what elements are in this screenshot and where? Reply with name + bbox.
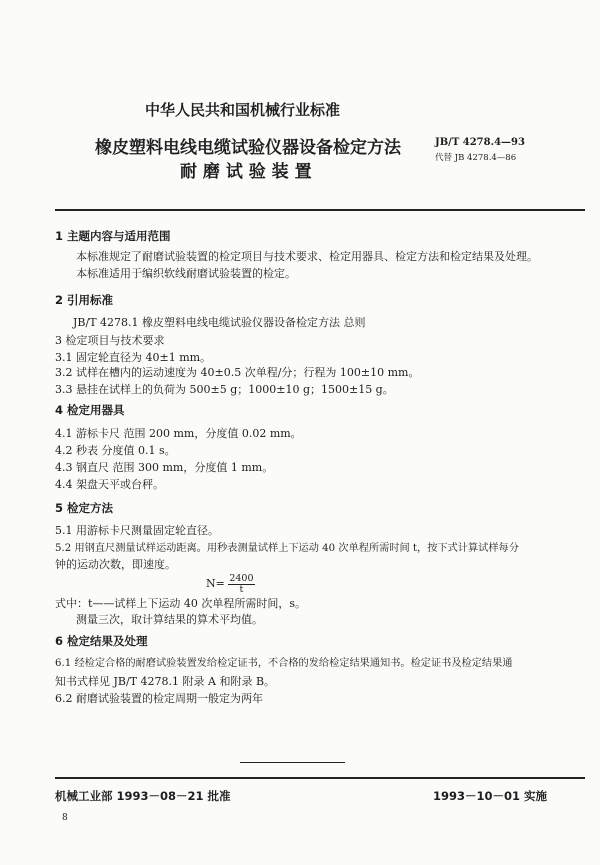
list-item: 4.1 游标卡尺 范围 200 mm，分度值 0.02 mm。 <box>55 427 302 440</box>
paragraph: 本标准规定了耐磨试验装置的检定项目与技术要求、检定用器具、检定方法和检定结果及处理。 <box>76 250 538 263</box>
document-subtitle: 耐 磨 试 验 装 置 <box>180 162 312 182</box>
footer-rule <box>55 777 585 779</box>
list-item-continued: 知书式样见 JB/T 4278.1 附录 A 和附录 B。 <box>55 675 276 688</box>
paragraph: 本标准适用于编织软线耐磨试验装置的检定。 <box>76 267 296 280</box>
reference-item: JB/T 4278.1 橡皮塑料电线电缆试验仪器设备检定方法 总则 <box>73 316 366 329</box>
list-item: 4.2 秒表 分度值 0.1 s。 <box>55 444 176 457</box>
section-2-heading: 2 引用标准 <box>55 293 114 307</box>
section-6-heading: 6 检定结果及处理 <box>55 634 148 648</box>
list-item: 4.3 钢直尺 范围 300 mm，分度值 1 mm。 <box>55 461 274 474</box>
list-item: 5.2 用钢直尺测量试样运动距离。用秒表测量试样上下运动 40 次单程所需时间 t，按下式计算试样每分 <box>55 543 519 554</box>
list-item: 3.3 悬挂在试样上的负荷为 500±5 g；1000±10 g；1500±15 g。 <box>55 383 394 396</box>
replaces-code: 代替 JB 4278.4—86 <box>435 153 517 163</box>
section-1-heading: 1 主题内容与适用范围 <box>55 229 171 243</box>
approval-date: 机械工业部 1993－08－21 批准 <box>55 789 231 803</box>
list-item: 6.2 耐磨试验装置的检定周期一般定为两年 <box>55 692 263 705</box>
section-4-heading: 4 检定用器具 <box>55 403 125 417</box>
section-3-heading: 3 检定项目与技术要求 <box>55 334 165 347</box>
list-item: 3.1 固定轮直径为 40±1 mm。 <box>55 351 212 364</box>
list-item-continued: 钟的运动次数，即速度。 <box>55 558 176 571</box>
formula-denominator: t <box>239 583 244 595</box>
list-item: 6.1 经检定合格的耐磨试验装置发给检定证书，不合格的发给检定结果通知书。检定证书及检定结果通 <box>55 658 513 669</box>
standard-code: JB/T 4278.4—93 <box>435 137 525 148</box>
end-mark-rule <box>240 762 345 763</box>
formula-lhs: N= <box>206 577 225 590</box>
formula-numerator: 2400 <box>229 572 254 584</box>
org-standard-heading: 中华人民共和国机械行业标准 <box>145 101 341 119</box>
list-item: 4.4 架盘天平或台秤。 <box>55 478 164 491</box>
paragraph: 测量三次，取计算结果的算术平均值。 <box>76 613 263 626</box>
effective-date: 1993－10－01 实施 <box>433 789 548 803</box>
header-rule <box>55 209 585 211</box>
page-number: 8 <box>62 813 68 823</box>
list-item: 5.1 用游标卡尺测量固定轮直径。 <box>55 524 219 537</box>
document-title: 橡皮塑料电线电缆试验仪器设备检定方法 <box>95 138 401 158</box>
formula <box>206 573 255 595</box>
section-5-heading: 5 检定方法 <box>55 501 114 515</box>
list-item: 3.2 试样在槽内的运动速度为 40±0.5 次单程/分；行程为 100±10 mm。 <box>55 366 420 379</box>
formula-legend: 式中：t——试样上下运动 40 次单程所需时间，s。 <box>55 597 307 610</box>
